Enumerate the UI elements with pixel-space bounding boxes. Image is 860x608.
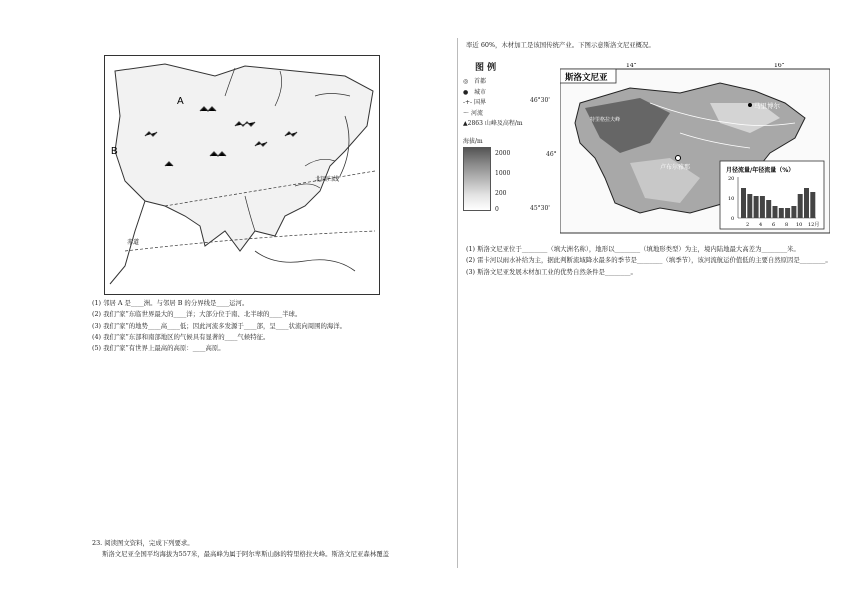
border-icon: -+- [463, 99, 473, 106]
q23-question-3: (3) 斯洛文尼亚发展木材加工业的优势自然条件是________。 [466, 267, 637, 276]
lat-46-30: 46°30' [530, 97, 550, 104]
bar-month-3 [754, 196, 759, 218]
map-legend [463, 60, 553, 240]
city-icon: ● [463, 88, 469, 96]
lon-16: 16° [774, 63, 785, 69]
city-maribor: 马里博尔 [754, 102, 780, 110]
label-a: A [177, 96, 184, 107]
x-tick-10: 10 [796, 222, 803, 228]
legend-city: ● 城市 [463, 88, 486, 96]
slovenia-map [530, 63, 830, 235]
bar-month-7 [779, 208, 784, 218]
question-2: (2) 我们“家”东临世界最大的____洋；大部分位于南、北半球的____半球。 [92, 310, 302, 319]
peak-icon: ▲ [463, 120, 468, 127]
question-5: (5) 我们“家”有世界上最高的高原：____高原。 [92, 344, 225, 353]
question-4: (4) 我们“家”东部和南部地区的气候具有显著的____气候特征。 [92, 332, 270, 341]
city-maribor-marker [748, 103, 752, 107]
legend-capital: ◎ 首都 [463, 78, 486, 85]
elevation-title: 海拔/m [463, 137, 483, 145]
x-tick-8: 8 [785, 222, 789, 228]
question-3: (3) 我们“家”的地势____高____低；因此河流多发源于____部，呈____状流向周围的海洋。 [92, 321, 347, 330]
bar-month-4 [760, 196, 765, 218]
lon-14: 14° [626, 63, 637, 69]
legend-peak: ▲2863 山峰及高程/m [463, 120, 523, 127]
capital-marker [676, 156, 681, 161]
label-b: B [111, 146, 118, 157]
elev-tick-2000: 2000 [495, 149, 511, 157]
elev-tick-200: 200 [495, 189, 507, 197]
bar-month-10 [798, 194, 803, 218]
slovenia-map-title: 斯洛文尼亚 [565, 73, 608, 83]
question-1: (1) 邻居 A 是____洲。与邻居 B 的分界线是____运河。 [92, 299, 249, 307]
peak-triglav: 特里格拉夫峰 [590, 117, 621, 123]
legend-title: 图 例 [475, 63, 497, 73]
q23-question-1: (1) 斯洛文尼亚位于________（填大洲名称），地形以________（填地形类型）为主，境内陆地最大高差为________米。 [466, 245, 800, 253]
bar-month-2 [747, 194, 752, 218]
asia-map [104, 55, 380, 295]
y-tick-0: 0 [731, 216, 735, 222]
bar-month-11 [804, 188, 809, 218]
bar-month-6 [773, 206, 778, 218]
bar-month-1 [741, 188, 746, 218]
bar-month-8 [785, 208, 790, 218]
capital-icon: ◎ [463, 78, 469, 85]
x-tick-4: 4 [759, 222, 763, 228]
page-divider [457, 38, 458, 568]
x-tick-2: 2 [746, 222, 750, 228]
y-tick-10: 10 [728, 196, 735, 202]
city-ljubljana: 卢布尔雅那 [660, 164, 691, 171]
label-tropic: 北回归线 [315, 176, 340, 183]
question-23-title: 23. 阅读图文资料，完成下列要求。 [92, 539, 194, 547]
x-tick-6: 6 [772, 222, 776, 228]
y-tick-20: 20 [728, 176, 735, 182]
bar-month-5 [766, 200, 771, 218]
lat-46: 46° [546, 151, 557, 158]
legend-river: 〜 河流 [463, 109, 483, 117]
elevation-scale [463, 147, 553, 213]
question-list [92, 298, 346, 354]
x-tick-12: 12月 [808, 222, 820, 228]
lat-45-30: 45°30' [530, 205, 550, 212]
elev-tick-1000: 1000 [495, 169, 511, 177]
question-23 [92, 538, 389, 561]
bar-month-12 [810, 192, 815, 218]
question-23-text: 斯洛文尼亚全国平均海拔为557米，最高峰为属于阿尔卑斯山脉的特里格拉夫峰。斯洛文尼亚森林覆盖 [102, 550, 389, 559]
bar-month-9 [791, 206, 796, 218]
chart-title: 月径流量/年径流量（%） [726, 167, 795, 174]
label-equator: 赤道 [127, 239, 140, 246]
q23-question-2: (2) 雷卡河以雨水补给为主，据此判断流域降水最多的季节是________（填季节），该河流航运价值低的主要自然原因是________。 [466, 256, 832, 265]
q23-questions [466, 244, 832, 278]
intro-text: 率近 60%，木材加工是该国传统产业。下图示意斯洛文尼亚概况。 [466, 41, 655, 49]
runoff-chart [720, 161, 824, 229]
river-icon: 〜 [463, 109, 470, 117]
elev-tick-0: 0 [495, 205, 499, 213]
legend-border: -+- 国界 [463, 99, 487, 106]
